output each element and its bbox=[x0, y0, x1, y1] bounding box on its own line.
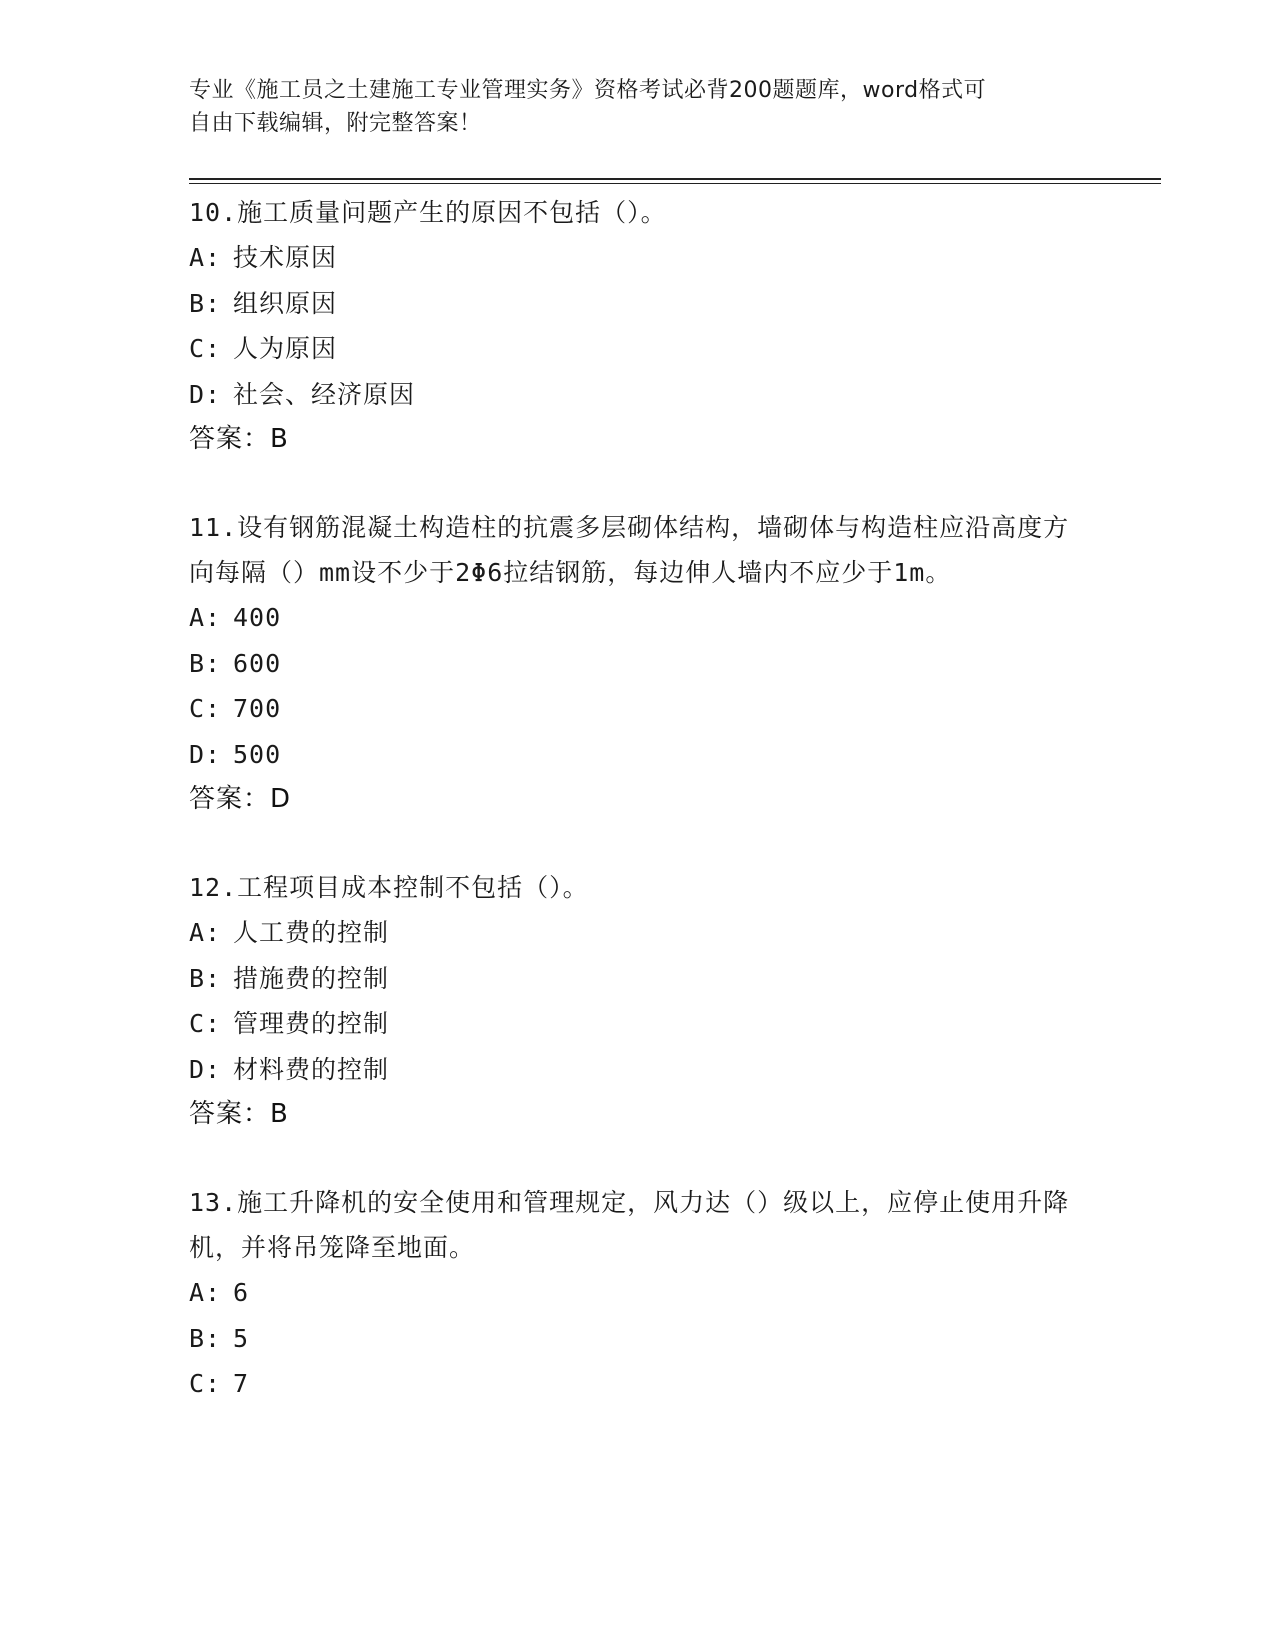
option-a bbox=[189, 235, 1089, 281]
option-d bbox=[189, 372, 1089, 418]
option-a bbox=[189, 595, 1089, 641]
header-line-2: 自由下载编辑，附完整答案！ bbox=[189, 111, 482, 136]
option-key: A: bbox=[189, 1278, 222, 1307]
option-text: 人为原因 bbox=[233, 334, 338, 363]
option-text: 社会、经济原因 bbox=[233, 379, 416, 409]
option-text: 400 bbox=[233, 603, 282, 632]
option-text: 组织原因 bbox=[233, 288, 338, 318]
header-line-1: 专业《施工员之土建施工专业管理实务》资格考试必背200题题库，word格式可 bbox=[189, 78, 987, 103]
option-key: C: bbox=[189, 1369, 222, 1398]
option-text: 500 bbox=[233, 739, 282, 769]
option-key: D: bbox=[189, 379, 222, 409]
answer-line: 答案：B bbox=[189, 1099, 289, 1129]
option-text: 700 bbox=[233, 694, 282, 723]
option-key: C: bbox=[189, 334, 222, 363]
option-text: 材料费的控制 bbox=[233, 1054, 390, 1084]
answer-line: 答案：B bbox=[189, 424, 289, 454]
option-text: 600 bbox=[233, 648, 282, 678]
option-key: C: bbox=[189, 1009, 222, 1038]
question-stem: 11.设有钢筋混凝土构造柱的抗震多层砌体结构，墙砌体与构造柱应沿高度方向每隔（）mm设不少于2Φ6拉结钢筋，每边伸人墙内不应少于1m。 bbox=[189, 513, 1070, 587]
option-b bbox=[189, 281, 1089, 327]
option-text: 6 bbox=[233, 1278, 250, 1307]
option-c bbox=[189, 326, 1089, 372]
question-stem: 12.工程项目成本控制不包括（）。 bbox=[189, 873, 589, 902]
option-b bbox=[189, 1316, 1089, 1362]
question-item bbox=[189, 1180, 1089, 1407]
option-key: D: bbox=[189, 739, 222, 769]
option-text: 人工费的控制 bbox=[233, 918, 390, 947]
document-header bbox=[189, 74, 1089, 140]
option-c bbox=[189, 1361, 1089, 1407]
option-key: A: bbox=[189, 243, 222, 272]
question-stem: 10.施工质量问题产生的原因不包括（）。 bbox=[189, 198, 667, 227]
option-text: 7 bbox=[233, 1369, 250, 1398]
option-key: B: bbox=[189, 963, 222, 993]
option-key: A: bbox=[189, 918, 222, 947]
answer-line: 答案：D bbox=[189, 784, 292, 814]
header-divider-thin bbox=[189, 183, 1161, 184]
question-stem: 13.施工升降机的安全使用和管理规定，风力达（）级以上，应停止使用升降机，并将吊笼降至地面。 bbox=[189, 1188, 1070, 1262]
option-d bbox=[189, 732, 1089, 778]
question-item bbox=[189, 505, 1089, 822]
option-text: 管理费的控制 bbox=[233, 1009, 390, 1038]
option-key: B: bbox=[189, 648, 222, 678]
option-text: 技术原因 bbox=[233, 243, 338, 272]
option-text: 措施费的控制 bbox=[233, 963, 390, 993]
option-d bbox=[189, 1047, 1089, 1093]
option-key: C: bbox=[189, 694, 222, 723]
question-item bbox=[189, 190, 1089, 462]
option-b bbox=[189, 956, 1089, 1002]
option-a bbox=[189, 1270, 1089, 1316]
option-a bbox=[189, 910, 1089, 956]
option-key: D: bbox=[189, 1054, 222, 1084]
option-key: B: bbox=[189, 288, 222, 318]
option-text: 5 bbox=[233, 1323, 250, 1353]
option-key: B: bbox=[189, 1323, 222, 1353]
option-c bbox=[189, 1001, 1089, 1047]
option-b bbox=[189, 641, 1089, 687]
option-c bbox=[189, 686, 1089, 732]
question-list bbox=[189, 190, 1089, 1407]
header-divider-thick bbox=[189, 178, 1161, 180]
option-key: A: bbox=[189, 603, 222, 632]
question-item bbox=[189, 865, 1089, 1137]
